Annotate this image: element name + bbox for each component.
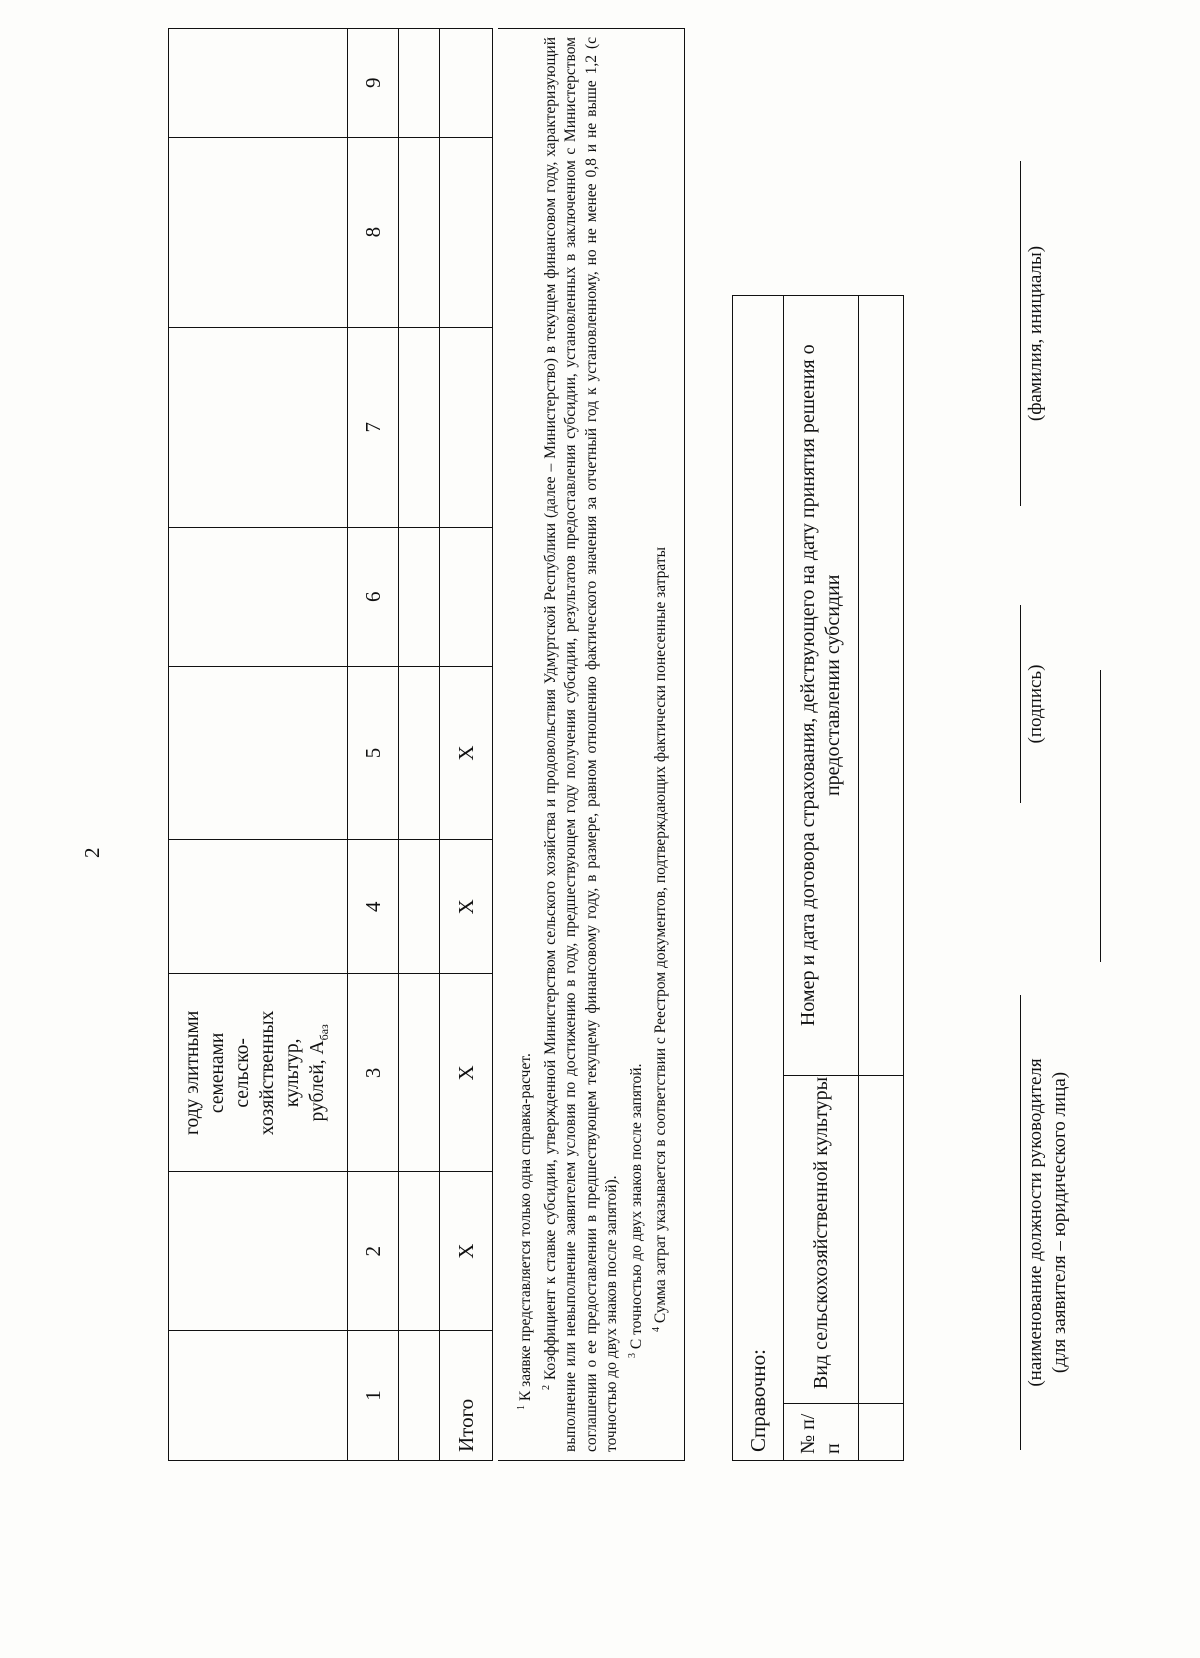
column-number-row [348,29,399,1461]
column-number: 1 [348,1331,399,1461]
signature-line [1100,670,1101,962]
name-caption: (фамилия, инициалы) [1025,245,1046,422]
column-number: 7 [348,327,399,527]
table-header-row [169,29,348,1461]
signature-caption: (подпись) [1025,664,1046,744]
total-cell: X [440,1172,493,1331]
header-crop-type: Вид сельскохозяйственной культуры [784,1075,859,1404]
total-cell: X [440,974,493,1172]
header-insurance-contract: Номер и дата договора страхования, действующего на дату принятия решения о предоставлении субсидии [784,296,859,1076]
header-row-number: № п/п [784,1404,859,1461]
reference-title: Справочно: [733,296,784,1461]
page-number: 2 [80,847,104,858]
footnote-2: $^2$ Коэффициент к ставке субсидии, утвержденной Министерством сельского хозяйства и продовольствия Удмуртской Республики (далее – Министерство) в текущем финансовом году, характеризующий выполнение или невыполнение заявителем условия по достижению в году, предшествующем году получения субсидии, результатов предоставления субсидии, установленных в заключенном с Министерством соглашении о ее предоставлении в предшествующем текущему финансовому году, в размере, равном отношению фактического значения за отчетный год к установленному, но не менее 0,8 и не выше 1,2 (с точностью до двух знаков после запятой). [540,37,621,1452]
total-cell: X [440,666,493,840]
total-row [440,29,493,1461]
signature-line-short [1020,605,1021,803]
footnote-3: $^3$ С точностью до двух знаков после запятой. [626,1063,645,1358]
column-number: 6 [348,527,399,666]
total-label: Итого [440,1331,493,1461]
position-caption: (наименование должности руководителя (для заявителя – юридического лица) [1025,1058,1070,1387]
total-cell: X [440,840,493,974]
column-number: 8 [348,137,399,327]
table-row [859,296,904,1461]
reference-header-row [784,296,859,1461]
column-number: 5 [348,666,399,840]
footnote-4: $^4$ Сумма затрат указывается в соответствии с Реестром документов, подтверждающих фактически понесенные затраты [651,546,670,1332]
column-number: 2 [348,1172,399,1331]
column-number: 3 [348,974,399,1172]
name-line [1020,161,1021,506]
footnote-1: $^1$ К заявке представляется только одна справка-расчет. [516,1053,535,1410]
column-number: 4 [348,840,399,974]
reference-table [732,295,904,1461]
footnotes [498,28,685,1461]
column-number: 9 [348,29,399,138]
position-line [1020,995,1021,1450]
calculation-table [168,28,493,1461]
header-cell-elite-seeds: году элитными семенами сельско- хозяйственных культур, рублей, $А_{баз}$ [169,974,348,1172]
table-row [399,29,440,1461]
